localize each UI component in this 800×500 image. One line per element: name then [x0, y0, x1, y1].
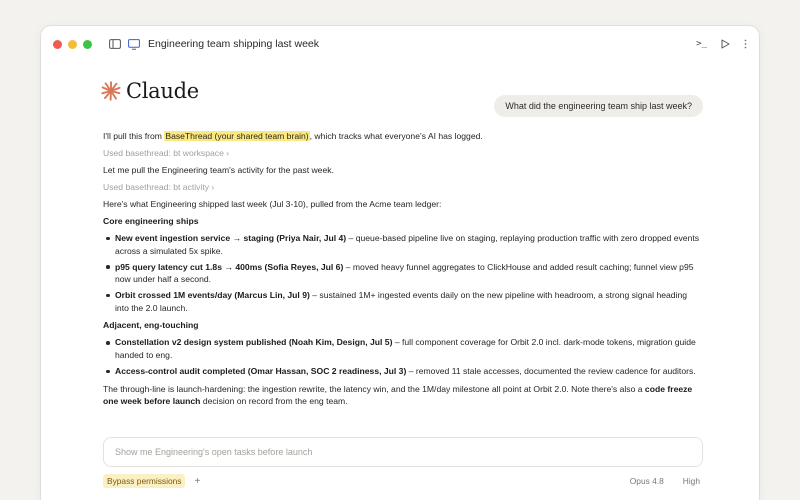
app-window	[41, 26, 759, 500]
summary-intro: Here's what Engineering shipped last week (Jul 3-10), pulled from the Acme team ledger:	[103, 198, 442, 209]
title-bar	[41, 26, 759, 62]
close-window-button[interactable]	[53, 40, 62, 49]
followup-paragraph: Let me pull the Engineering team's activity for the past week.	[103, 164, 334, 175]
window-controls	[53, 40, 92, 49]
title-bar-actions	[696, 26, 747, 62]
intro-paragraph: I'll pull this from BaseThread (your shared team brain), which tracks what everyone's AI has logged.	[103, 131, 483, 141]
closing-paragraph: The through-line is launch-hardening: the ingestion rewrite, the latency win, and the 1M/day milestone all point at Orbit 2.0. Note there's also a code freeze one week before launch decision on record from the eng team.	[103, 383, 693, 407]
adjacent-ships-list	[115, 336, 703, 377]
message-composer[interactable]	[103, 437, 703, 467]
terminal-icon[interactable]: >_	[696, 39, 707, 49]
brand-logo	[101, 79, 199, 103]
highlighted-source: BaseThread (your shared team brain)	[165, 131, 309, 141]
brand-name: Claude	[126, 79, 199, 103]
monitor-icon	[128, 39, 140, 50]
list-item: Orbit crossed 1M events/day (Marcus Lin, Jul 9) – sustained 1M+ ingested events daily on the new pipeline with headroom, a strong signal heading into the 2.0 launch.	[115, 289, 703, 314]
section-heading: Core engineering ships	[103, 215, 199, 226]
tool-use-activity[interactable]: Used basethread: bt activity ›	[103, 181, 215, 192]
list-item: Access-control audit completed (Omar Hassan, SOC 2 readiness, Jul 3) – removed 11 stale accesses, documented the review cadence for auditors.	[115, 365, 703, 378]
add-attachment-button[interactable]: +	[194, 475, 201, 487]
more-vertical-icon[interactable]	[744, 39, 747, 49]
maximize-window-button[interactable]	[83, 40, 92, 49]
bypass-permissions-badge[interactable]: Bypass permissions	[103, 474, 185, 488]
model-selector[interactable]: Opus 4.8	[629, 476, 664, 486]
core-ships-list	[115, 232, 703, 315]
claude-spark-icon	[101, 81, 121, 101]
window-title: Engineering team shipping last week	[148, 38, 320, 50]
composer-toolbar	[103, 473, 703, 489]
sidebar-toggle-icon[interactable]	[109, 39, 121, 49]
list-item: Constellation v2 design system published (Noah Kim, Design, Jul 5) – full component coverage for Orbit 2.0 incl. dark-mode tokens, migration guide handed to eng.	[115, 336, 703, 361]
list-item: New event ingestion service → staging (Priya Nair, Jul 4) – queue-based pipeline live on staging, replaying production traffic with zero dropped events across a simulated 5x spike.	[115, 232, 703, 257]
prompt-input[interactable]	[115, 447, 702, 457]
section-heading: Adjacent, eng-touching	[103, 320, 199, 331]
play-icon[interactable]	[721, 39, 730, 49]
assistant-response	[103, 130, 703, 412]
user-message: What did the engineering team ship last week?	[494, 95, 703, 117]
list-item: p95 query latency cut 1.8s → 400ms (Sofia Reyes, Jul 6) – moved heavy funnel aggregates to ClickHouse and added result caching; funnel view p95 now under half a second.	[115, 261, 703, 286]
tool-use-workspace[interactable]: Used basethread: bt workspace ›	[103, 147, 230, 158]
minimize-window-button[interactable]	[68, 40, 77, 49]
effort-selector[interactable]: High	[682, 476, 700, 486]
